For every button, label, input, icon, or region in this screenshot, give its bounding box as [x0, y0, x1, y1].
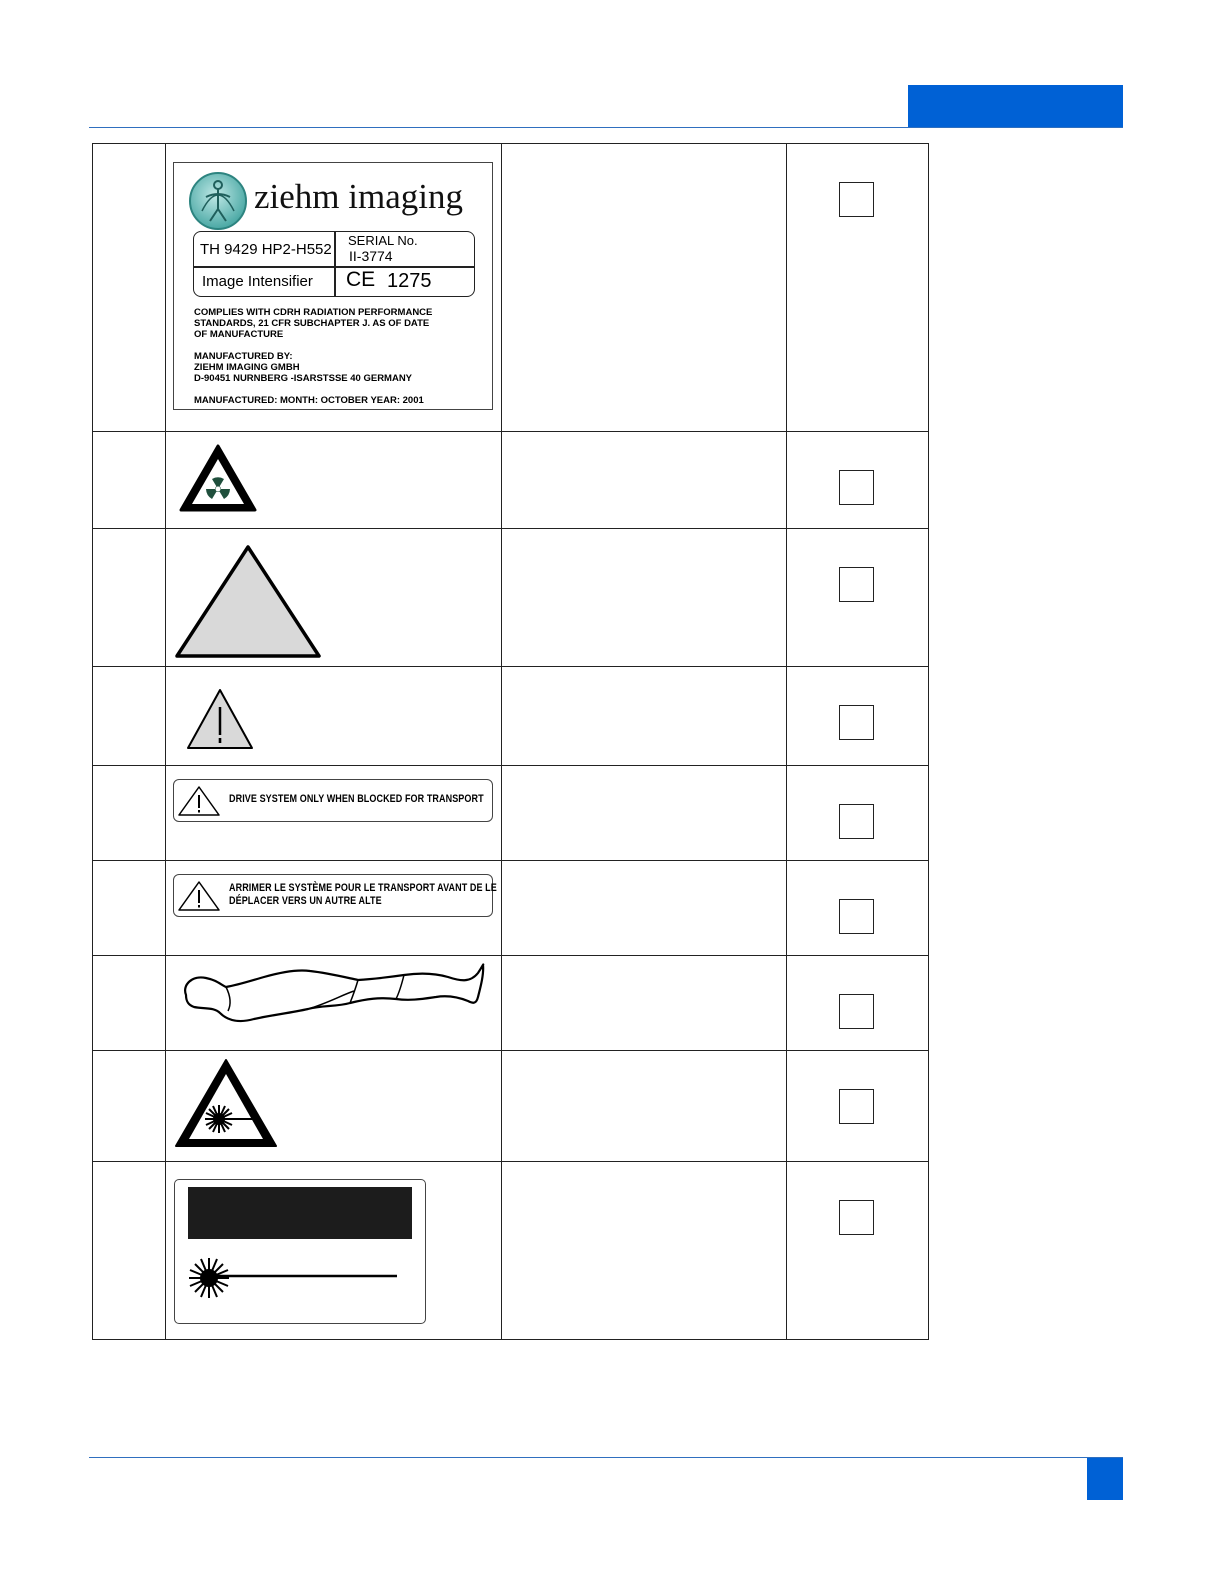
table-row [93, 529, 929, 667]
exclamation-warning-icon [177, 785, 221, 817]
plate-divider [334, 232, 336, 296]
table-row [93, 1051, 929, 1162]
description-cell [502, 1051, 787, 1162]
checkbox[interactable] [839, 182, 874, 217]
checkbox[interactable] [839, 1089, 874, 1124]
description-cell [502, 144, 787, 432]
row-number-cell [93, 529, 166, 667]
product-name: Image Intensifier [202, 273, 313, 290]
label-header-bar [188, 1187, 412, 1239]
header-accent-tab [908, 85, 1123, 127]
manufacturer-text: ZIEHM IMAGING GMBH [194, 362, 300, 373]
radiation-warning-icon [177, 442, 259, 514]
serial-value: II-3774 [349, 248, 393, 264]
label-image-cell [166, 1162, 502, 1340]
check-cell [787, 667, 929, 766]
table-row [93, 432, 929, 529]
transport-warning-label [173, 779, 493, 822]
label-image-cell [166, 956, 502, 1051]
description-cell [502, 667, 787, 766]
id-plate [173, 162, 493, 410]
ziehm-logo [188, 171, 248, 231]
exclamation-warning-icon [185, 687, 255, 751]
notified-body-number: 1275 [387, 270, 432, 292]
model-number: TH 9429 HP2-H552 [200, 241, 332, 258]
check-cell [787, 1051, 929, 1162]
transport-warning-text: DRIVE SYSTEM ONLY WHEN BLOCKED FOR TRANSPORT [229, 793, 484, 805]
label-image-cell [166, 144, 502, 432]
row-number-cell [93, 432, 166, 529]
row-number-cell [93, 861, 166, 956]
checkbox[interactable] [839, 804, 874, 839]
row-number-cell [93, 144, 166, 432]
description-cell [502, 861, 787, 956]
row-number-cell [93, 1162, 166, 1340]
header-rule [89, 127, 1123, 128]
description-cell [502, 1162, 787, 1340]
label-image-cell [166, 1051, 502, 1162]
label-table [92, 143, 929, 1340]
label-image-cell [166, 529, 502, 667]
checkbox[interactable] [839, 705, 874, 740]
check-cell [787, 1162, 929, 1340]
manufacturer-text: MANUFACTURED BY: [194, 351, 293, 362]
check-cell [787, 766, 929, 861]
row-number-cell [93, 667, 166, 766]
manufacture-date: MANUFACTURED: MONTH: OCTOBER YEAR: 2001 [194, 395, 424, 406]
laser-starburst-icon [187, 1256, 399, 1300]
description-cell [502, 766, 787, 861]
transport-warning-text-fr: ARRIMER LE SYSTÈME POUR LE TRANSPORT AVANT DE LE [229, 882, 497, 894]
description-cell [502, 956, 787, 1051]
compliance-text: STANDARDS, 21 CFR SUBCHAPTER J. AS OF DATE [194, 318, 430, 329]
checkbox[interactable] [839, 994, 874, 1029]
check-cell [787, 144, 929, 432]
patient-outline-icon [178, 961, 488, 1027]
check-cell [787, 432, 929, 529]
ce-mark: CE [346, 268, 376, 291]
checkbox[interactable] [839, 1200, 874, 1235]
compliance-text: COMPLIES WITH CDRH RADIATION PERFORMANCE [194, 307, 433, 318]
caution-triangle-icon [174, 544, 322, 659]
row-number-cell [93, 1051, 166, 1162]
table-row [93, 144, 929, 432]
table-row [93, 1162, 929, 1340]
compliance-text: OF MANUFACTURE [194, 329, 284, 340]
check-cell [787, 861, 929, 956]
plate-divider [194, 266, 474, 268]
table-row [93, 956, 929, 1051]
label-image-cell [166, 861, 502, 956]
label-image-cell [166, 667, 502, 766]
checkbox[interactable] [839, 899, 874, 934]
transport-warning-label-fr [173, 874, 497, 917]
description-cell [502, 432, 787, 529]
checkbox[interactable] [839, 470, 874, 505]
row-number-cell [93, 956, 166, 1051]
check-cell [787, 529, 929, 667]
laser-warning-icon [173, 1057, 279, 1149]
label-image-cell [166, 766, 502, 861]
brand-name: ziehm imaging [254, 177, 463, 216]
checkbox[interactable] [839, 567, 874, 602]
laser-warning-label [174, 1179, 426, 1324]
exclamation-warning-icon [177, 880, 221, 912]
footer-rule [89, 1457, 1123, 1458]
serial-label: SERIAL No. [348, 233, 418, 248]
footer-accent-tab [1087, 1458, 1123, 1500]
manufacturer-text: D-90451 NURNBERG -ISARSTSSE 40 GERMANY [194, 373, 413, 384]
row-number-cell [93, 766, 166, 861]
table-row [93, 667, 929, 766]
plate-info-box [193, 231, 475, 297]
description-cell [502, 529, 787, 667]
table-row [93, 861, 929, 956]
check-cell [787, 956, 929, 1051]
label-image-cell [166, 432, 502, 529]
transport-warning-text-fr: DÉPLACER VERS UN AUTRE ALTE [229, 895, 382, 907]
table-row [93, 766, 929, 861]
